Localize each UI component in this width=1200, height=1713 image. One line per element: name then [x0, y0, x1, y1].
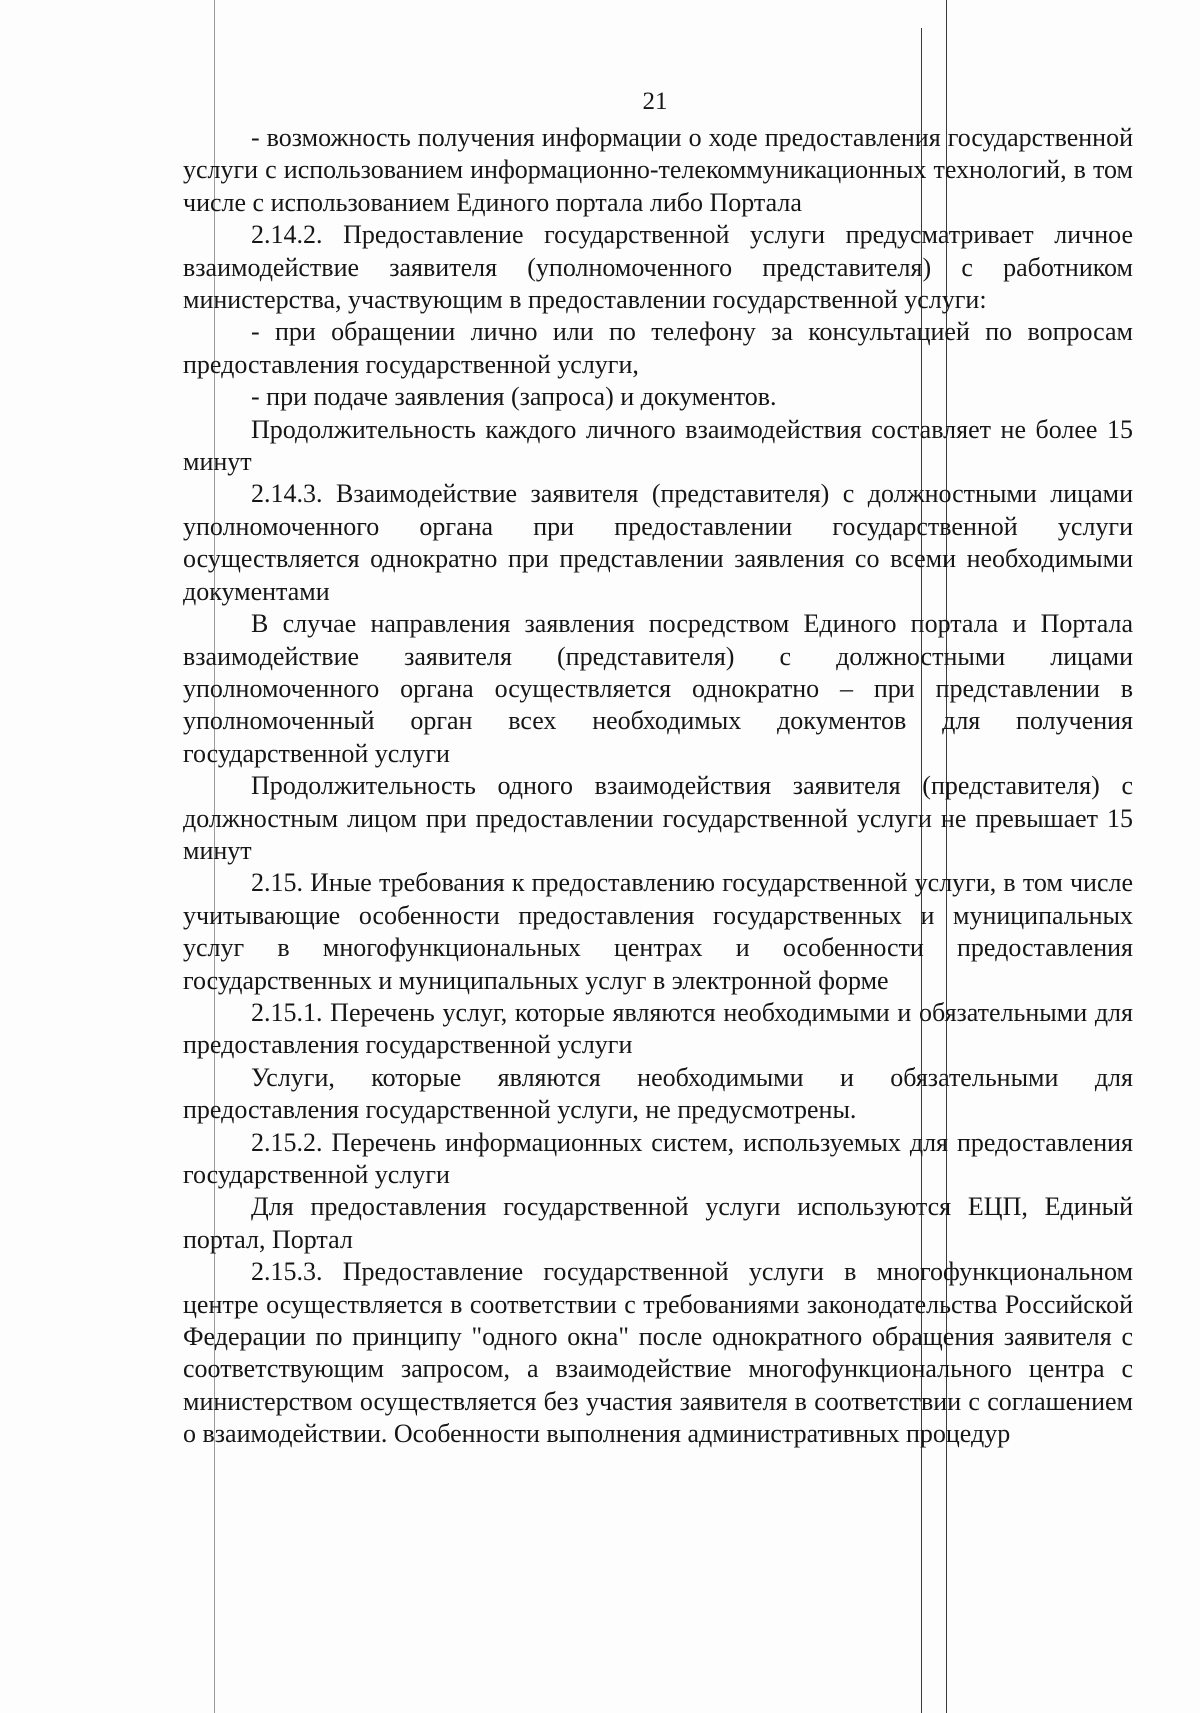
paragraph-6: 2.14.3. Взаимодействие заявителя (представителя) с должностными лицами уполномоченного органа при предоставлении государственной услуги осуществляется однократно при представлении заявления со всеми необходимыми документами [183, 479, 1133, 606]
paragraph-2: 2.14.2. Предоставление государственной услуги предусматривает личное взаимодействие заявителя (уполномоченного представителя) с работником министерства, участвующим в предоставлении государственной услуги: [183, 220, 1133, 315]
paragraph-7: В случае направления заявления посредством Единого портала и Портала взаимодействие заявителя (представителя) с должностными лицами уполномоченного органа осуществляется однократно – при представлении в уполномоченный орган всех необходимых документов для получения государственной услуги [183, 609, 1133, 768]
page-number: 21 [642, 88, 668, 115]
paragraph-10: 2.15.1. Перечень услуг, которые являются необходимыми и обязательными для предоставления государственной услуги [183, 997, 1133, 1060]
paragraph-14: 2.15.3. Предоставление государственной услуги в многофункциональном центре осуществляется в соответствии с требованиями законодательства Российской Федерации по принципу "одного окна" после однократного обращения заявителя с соответствующим запросом, а взаимодействие многофункционального центра с министерством осуществляется без участия заявителя в соответствии с соглашением о взаимодействии. Особенности выполнения административных процедур [183, 1257, 1133, 1449]
paragraph-5: Продолжительность каждого личного взаимодействия составляет не более 15 минут [183, 414, 1133, 477]
paragraph-13: Для предоставления государственной услуги используются ЕЦП, Единый портал, Портал [183, 1192, 1133, 1254]
paragraph-8: Продолжительность одного взаимодействия заявителя (представителя) с должностным лицом при предоставлении государственной услуги не превышает 15 минут [183, 771, 1133, 865]
paragraph-11: Услуги, которые являются необходимыми и обязательными для предоставления государственной услуги, не предусмотрены. [183, 1062, 1133, 1125]
paragraph-1: - возможность получения информации о ходе предоставления государственной услуги с использованием информационно-телекоммуникационных технологий, в том числе с использованием Единого портала либо Портала [183, 123, 1133, 217]
paragraph-3: - при обращении лично или по телефону за консультацией по вопросам предоставления государственной услуги, [183, 317, 1133, 379]
document-body [183, 122, 1133, 1451]
paragraph-9: 2.15. Иные требования к предоставлению государственной услуги, в том числе учитывающие особенности предоставления государственных и муниципальных услуг в многофункциональных центрах и особенности предоставления государственных и муниципальных услуг в электронной форме [183, 868, 1133, 995]
paragraph-12: 2.15.2. Перечень информационных систем, используемых для предоставления государственной услуги [183, 1127, 1133, 1189]
paragraph-4: - при подаче заявления (запроса) и документов. [251, 382, 777, 412]
